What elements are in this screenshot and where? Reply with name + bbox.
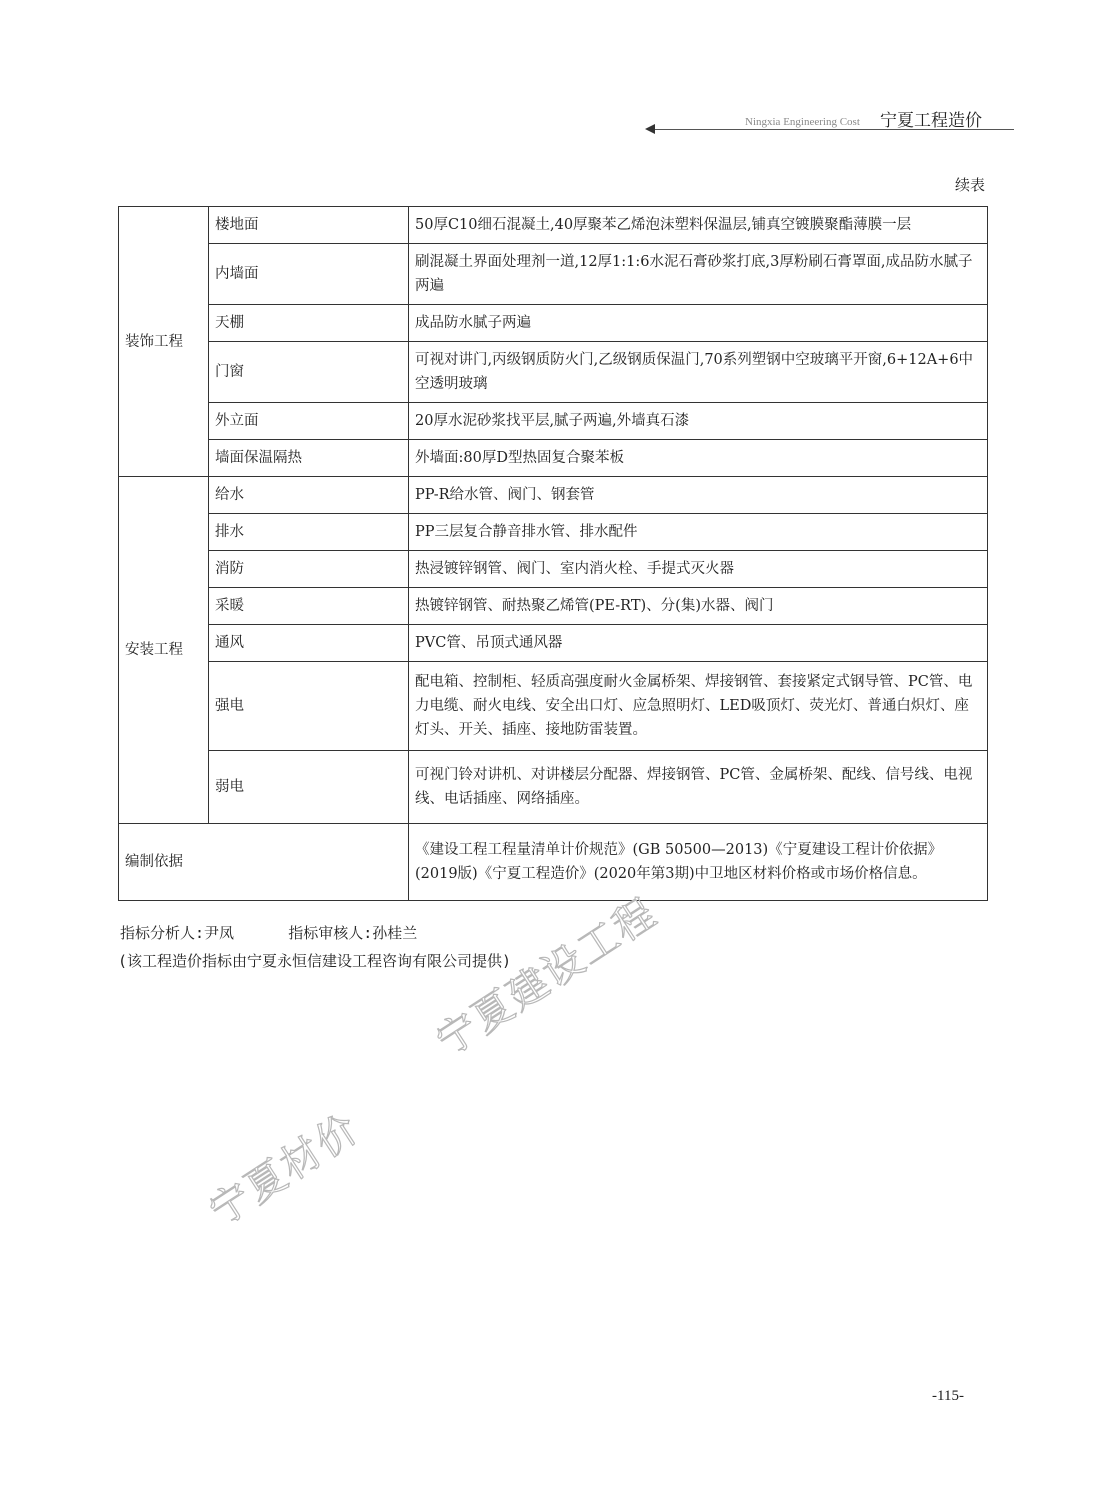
desc-cell: 50厚C10细石混凝土,40厚聚苯乙烯泡沫塑料保温层,铺真空镀膜聚酯薄膜一层 xyxy=(409,207,988,244)
item-cell: 楼地面 xyxy=(209,207,409,244)
group-cell: 安装工程 xyxy=(119,477,209,824)
spec-table xyxy=(118,206,988,901)
table-row xyxy=(119,440,988,477)
desc-cell: PVC管、吊顶式通风器 xyxy=(409,625,988,662)
basis-label: 编制依据 xyxy=(119,824,409,901)
item-cell: 强电 xyxy=(209,662,409,751)
header-rule xyxy=(652,129,1014,130)
desc-cell: 成品防水腻子两遍 xyxy=(409,305,988,342)
table-row xyxy=(119,305,988,342)
reviewer: 指标审核人:孙桂兰 xyxy=(288,924,418,942)
table-row xyxy=(119,207,988,244)
item-cell: 弱电 xyxy=(209,751,409,824)
header-title-en: Ningxia Engineering Cost xyxy=(745,116,860,128)
desc-cell: 可视门铃对讲机、对讲楼层分配器、焊接钢管、PC管、金属桥架、配线、信号线、电视线、电话插座、网络插座。 xyxy=(409,751,988,824)
watermark: 宁夏建设工程 xyxy=(428,889,666,1066)
item-cell: 排水 xyxy=(209,514,409,551)
item-cell: 天棚 xyxy=(209,305,409,342)
basis-desc: 《建设工程工程量清单计价规范》(GB 50500—2013)《宁夏建设工程计价依据》(2019版)《宁夏工程造价》(2020年第3期)中卫地区材料价格或市场价格信息。 xyxy=(409,824,988,901)
analyst: 指标分析人:尹凤 xyxy=(120,924,235,942)
desc-cell: 配电箱、控制柜、轻质高强度耐火金属桥架、焊接钢管、套接紧定式钢导管、PC管、电力电缆、耐火电线、安全出口灯、应急照明灯、LED吸顶灯、荧光灯、普通白炽灯、座灯头、开关、插座、接地防雷装置。 xyxy=(409,662,988,751)
desc-cell: PP三层复合静音排水管、排水配件 xyxy=(409,514,988,551)
header-arrow-icon xyxy=(645,124,655,134)
table-row xyxy=(119,514,988,551)
provider-note: (该工程造价指标由宁夏永恒信建设工程咨询有限公司提供) xyxy=(118,952,512,970)
item-cell: 内墙面 xyxy=(209,244,409,305)
table-row xyxy=(119,477,988,514)
table-row xyxy=(119,551,988,588)
table-row xyxy=(119,244,988,305)
table-row xyxy=(119,751,988,824)
group-cell: 装饰工程 xyxy=(119,207,209,477)
item-cell: 门窗 xyxy=(209,342,409,403)
continued-label: 续表 xyxy=(955,176,986,194)
desc-cell: 外墙面:80厚D型热固复合聚苯板 xyxy=(409,440,988,477)
header-title-cn: 宁夏工程造价 xyxy=(880,111,982,131)
signature-line xyxy=(120,922,417,943)
table-row xyxy=(119,662,988,751)
table-row xyxy=(119,403,988,440)
table-row xyxy=(119,342,988,403)
desc-cell: 可视对讲门,丙级钢质防火门,乙级钢质保温门,70系列塑钢中空玻璃平开窗,6+12A+6中空透明玻璃 xyxy=(409,342,988,403)
page-number: -115- xyxy=(932,1388,964,1404)
watermark: 宁夏材价 xyxy=(201,1105,368,1236)
item-cell: 通风 xyxy=(209,625,409,662)
item-cell: 给水 xyxy=(209,477,409,514)
desc-cell: 刷混凝土界面处理剂一道,12厚1:1:6水泥石膏砂浆打底,3厚粉刷石膏罩面,成品防水腻子两遍 xyxy=(409,244,988,305)
desc-cell: PP-R给水管、阀门、钢套管 xyxy=(409,477,988,514)
desc-cell: 热浸镀锌钢管、阀门、室内消火栓、手提式灭火器 xyxy=(409,551,988,588)
item-cell: 墙面保温隔热 xyxy=(209,440,409,477)
table-row xyxy=(119,588,988,625)
item-cell: 采暖 xyxy=(209,588,409,625)
item-cell: 消防 xyxy=(209,551,409,588)
table-row xyxy=(119,824,988,901)
desc-cell: 热镀锌钢管、耐热聚乙烯管(PE-RT)、分(集)水器、阀门 xyxy=(409,588,988,625)
desc-cell: 20厚水泥砂浆找平层,腻子两遍,外墙真石漆 xyxy=(409,403,988,440)
item-cell: 外立面 xyxy=(209,403,409,440)
table-row xyxy=(119,625,988,662)
